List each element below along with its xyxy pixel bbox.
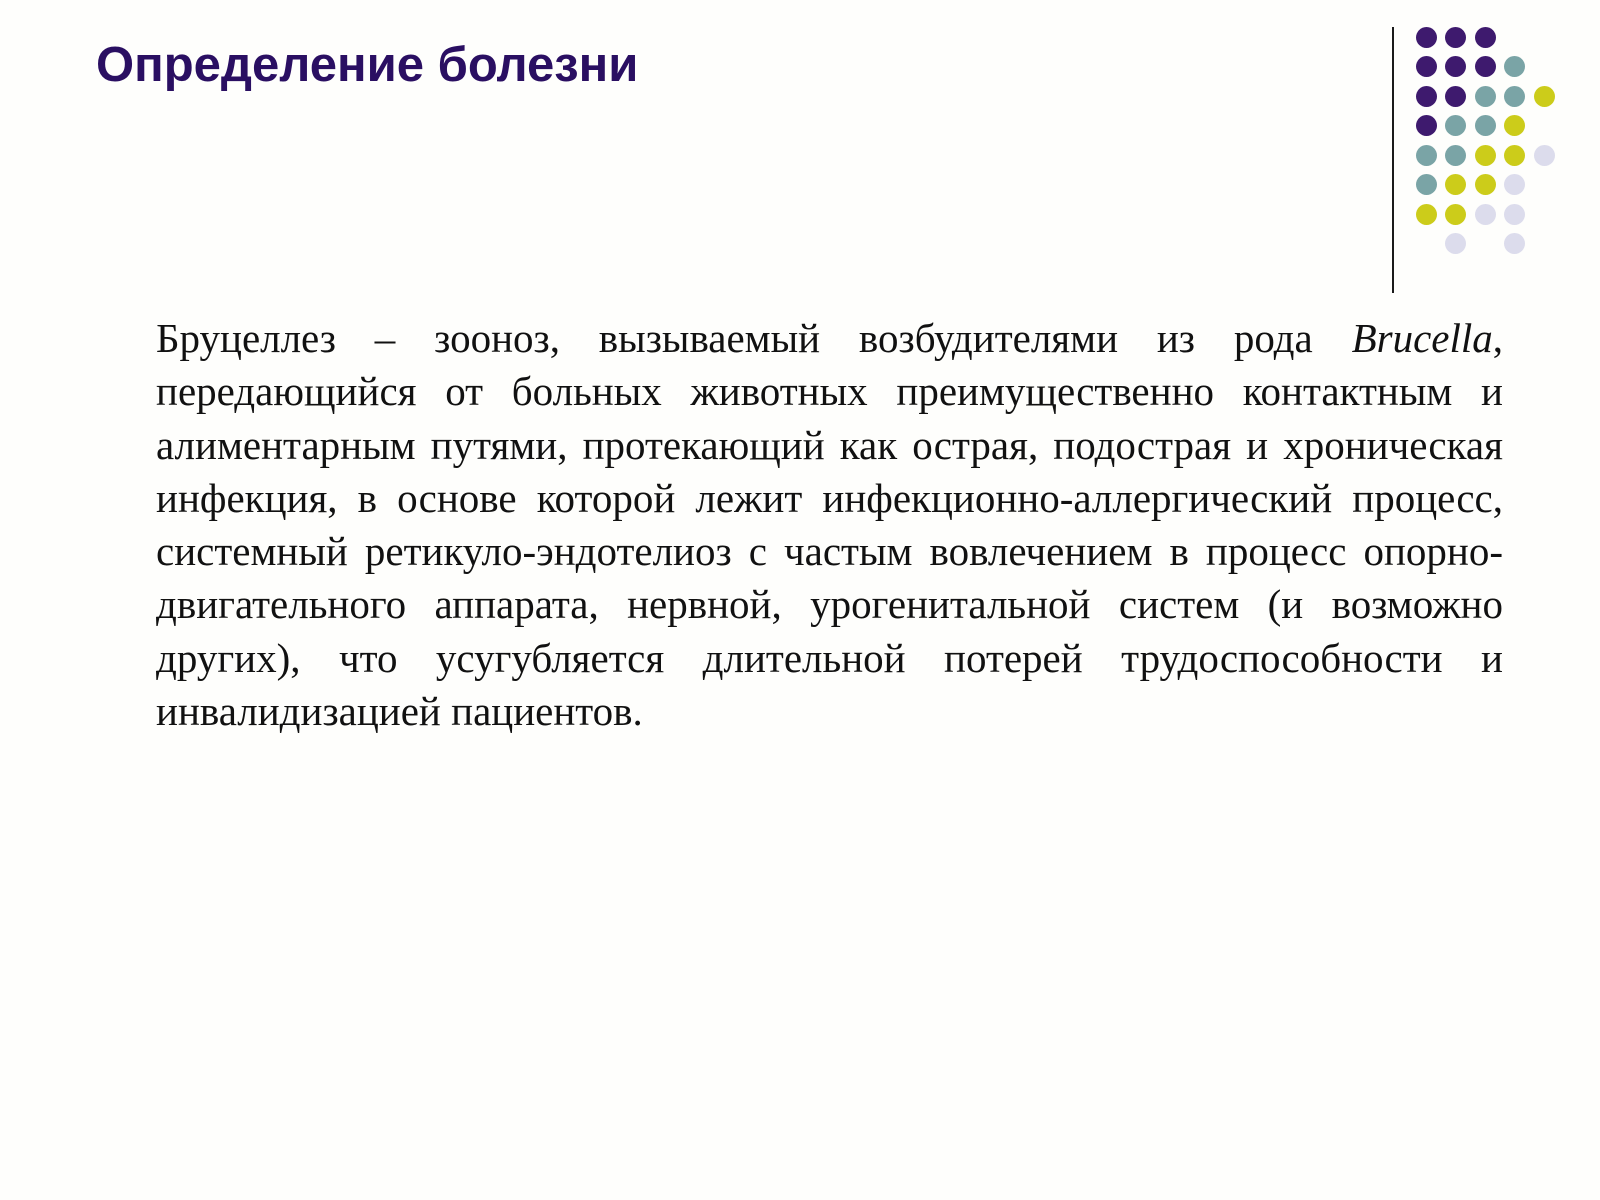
decorative-dot-teal (1416, 145, 1437, 166)
definition-paragraph (156, 312, 1503, 738)
decorative-dot-teal (1445, 145, 1466, 166)
decorative-dot-lavender (1504, 174, 1525, 195)
decorative-dot-lime (1504, 115, 1525, 136)
slide-title: Определение болезни (96, 38, 639, 92)
decorative-dot-lavender (1504, 233, 1525, 254)
vertical-divider (1392, 27, 1394, 293)
decorative-dot-lavender (1504, 204, 1525, 225)
decorative-dot-purple (1475, 27, 1496, 48)
decorative-dot-lime (1504, 145, 1525, 166)
decorative-dot-purple (1416, 86, 1437, 107)
decorative-dot-purple (1416, 115, 1437, 136)
decorative-dot-purple (1416, 27, 1437, 48)
decorative-dot-lime (1445, 174, 1466, 195)
decorative-dot-lavender (1445, 233, 1466, 254)
definition-text-start: Бруцеллез – зооноз, вызываемый возбудителями из рода (156, 315, 1352, 361)
decorative-dot-teal (1416, 174, 1437, 195)
decorative-dot-lime (1475, 174, 1496, 195)
definition-text-rest: , передающийся от больных животных преимущественно контактным и алиментарным путями, протекающий как острая, подострая и хроническая инфекция, в основе которой лежит инфекционно-аллергический процесс, системный ретикуло-эндотелиоз с частым вовлечением в процесс опорно-двигательного аппарата, нервной, урогенитальной систем (и возможно других), что усугубляется длительной потерей трудоспособности и инвалидизацией пациентов. (156, 315, 1503, 735)
genus-name: Brucella (1351, 315, 1493, 361)
decorative-dot-purple (1416, 56, 1437, 77)
decorative-dot-lime (1416, 204, 1437, 225)
decorative-dot-purple (1475, 56, 1496, 77)
decorative-dot-teal (1504, 86, 1525, 107)
decorative-dot-lime (1475, 145, 1496, 166)
decorative-dot-lavender (1475, 204, 1496, 225)
decorative-dot-purple (1445, 86, 1466, 107)
decorative-dot-lime (1445, 204, 1466, 225)
decorative-dot-teal (1475, 115, 1496, 136)
decorative-dot-teal (1475, 86, 1496, 107)
decorative-dot-purple (1445, 27, 1466, 48)
decorative-dot-teal (1445, 115, 1466, 136)
decorative-dot-teal (1504, 56, 1525, 77)
decorative-dot-purple (1445, 56, 1466, 77)
decorative-dot-lime (1534, 86, 1555, 107)
decorative-dot-lavender (1534, 145, 1555, 166)
